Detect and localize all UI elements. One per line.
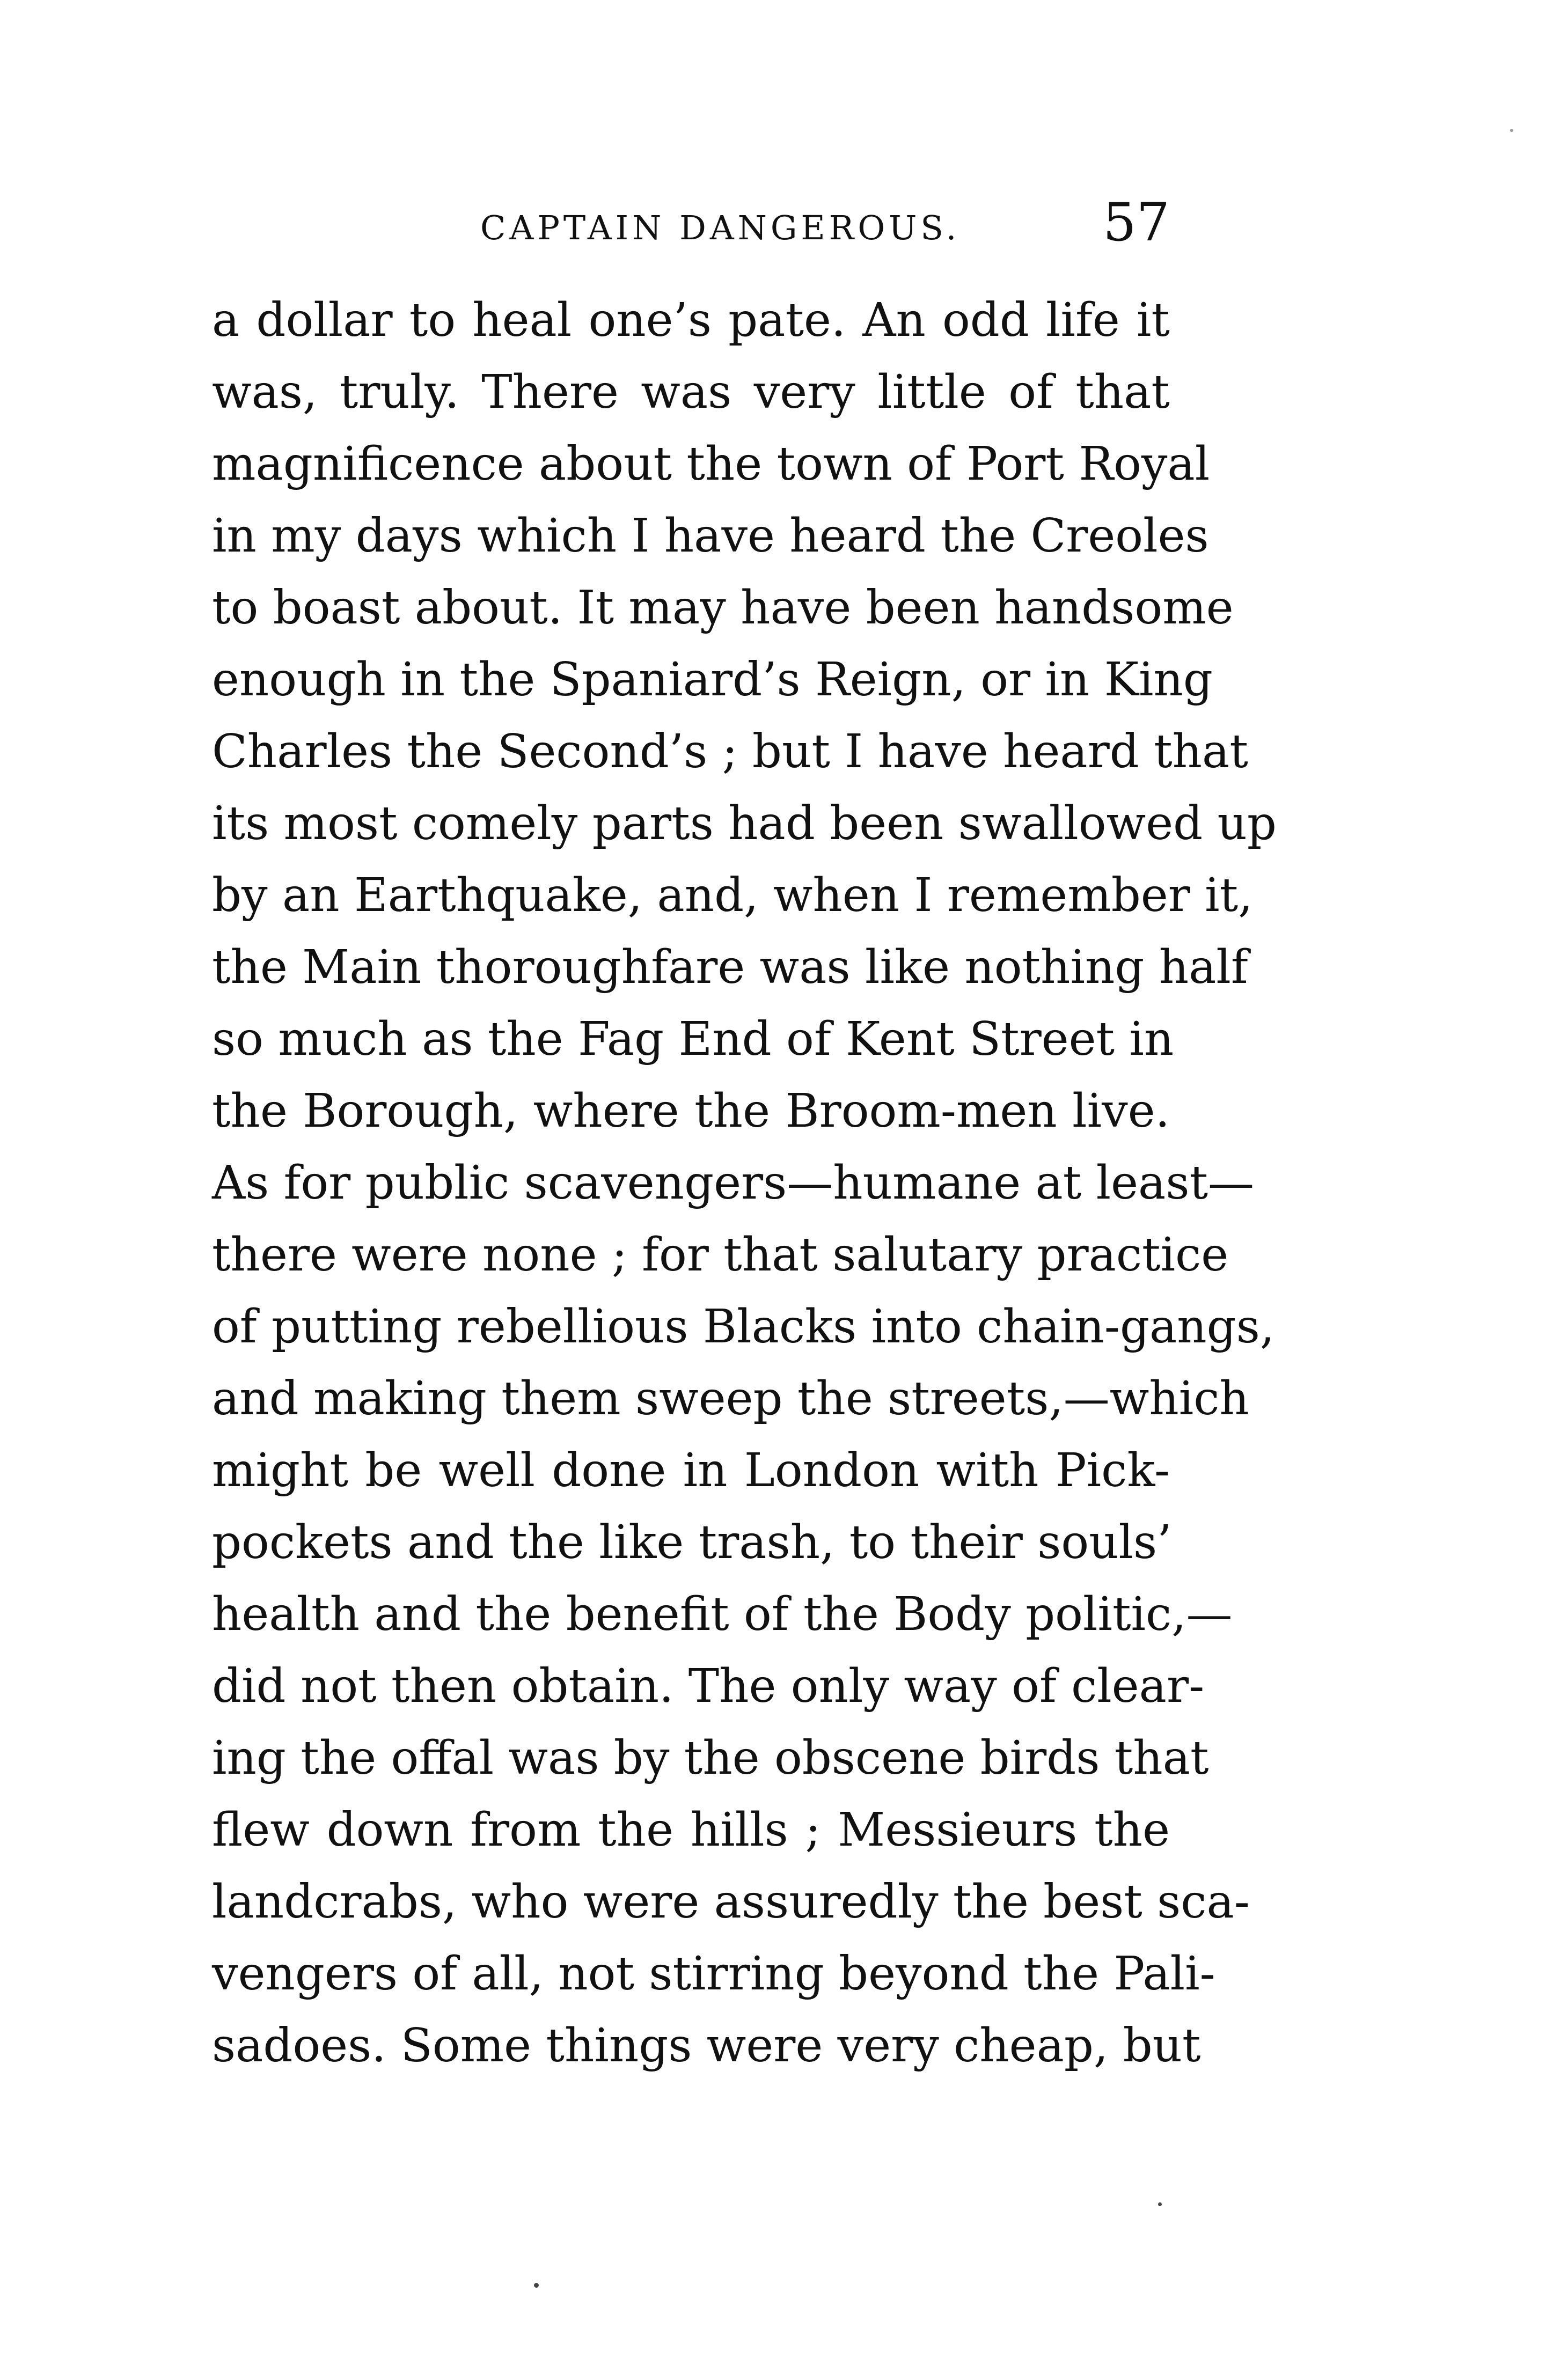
page-number: 57 xyxy=(1103,192,1170,253)
text-line: might be well done in London with Pick- xyxy=(212,1444,1170,1497)
text-line: sadoes. Some things were very cheap, but xyxy=(212,2019,1201,2073)
text-line: flew down from the hills ; Messieurs the xyxy=(212,1803,1170,1857)
text-line: a dollar to heal one’s pate. An odd life it xyxy=(212,293,1170,347)
text-line: the Borough, where the Broom-men live. xyxy=(212,1084,1170,1138)
text-line: health and the benefit of the Body politic,— xyxy=(212,1588,1233,1641)
text-line: to boast about. It may have been handsome xyxy=(212,581,1234,635)
text-line: pockets and the like trash, to their souls’ xyxy=(212,1516,1172,1569)
text-line: there were none ; for that salutary practice xyxy=(212,1228,1229,1282)
ink-speck xyxy=(1510,129,1513,132)
text-line: ing the offal was by the obscene birds that xyxy=(212,1731,1209,1785)
body-text xyxy=(212,284,1277,2082)
text-line: of putting rebellious Blacks into chain-gangs, xyxy=(212,1300,1275,1354)
text-line: and making them sweep the streets,—which xyxy=(212,1372,1249,1426)
text-line: was, truly. There was very little of that xyxy=(212,365,1170,419)
text-line: Charles the Second’s ; but I have heard that xyxy=(212,725,1248,778)
text-line: vengers of all, not stirring beyond the Pali- xyxy=(212,1947,1215,2001)
ink-speck xyxy=(534,2283,539,2288)
running-head xyxy=(212,190,1170,255)
text-line: its most comely parts had been swallowed up xyxy=(212,797,1277,850)
text-line: in my days which I have heard the Creoles xyxy=(212,509,1209,563)
text-line: did not then obtain. The only way of clear- xyxy=(212,1659,1205,1713)
text-line: As for public scavengers—humane at least— xyxy=(212,1156,1255,1210)
text-line: so much as the Fag End of Kent Street in xyxy=(212,1012,1174,1066)
ink-speck xyxy=(1158,2202,1162,2206)
text-line: the Main thoroughfare was like nothing half xyxy=(212,941,1248,994)
text-line: magnificence about the town of Port Royal xyxy=(212,437,1210,491)
text-line: enough in the Spaniard’s Reign, or in King xyxy=(212,653,1213,707)
running-title: CAPTAIN DANGEROUS. xyxy=(480,208,961,247)
text-line: by an Earthquake, and, when I remember it, xyxy=(212,869,1253,922)
text-line: landcrabs, who were assuredly the best sca- xyxy=(212,1875,1250,1929)
